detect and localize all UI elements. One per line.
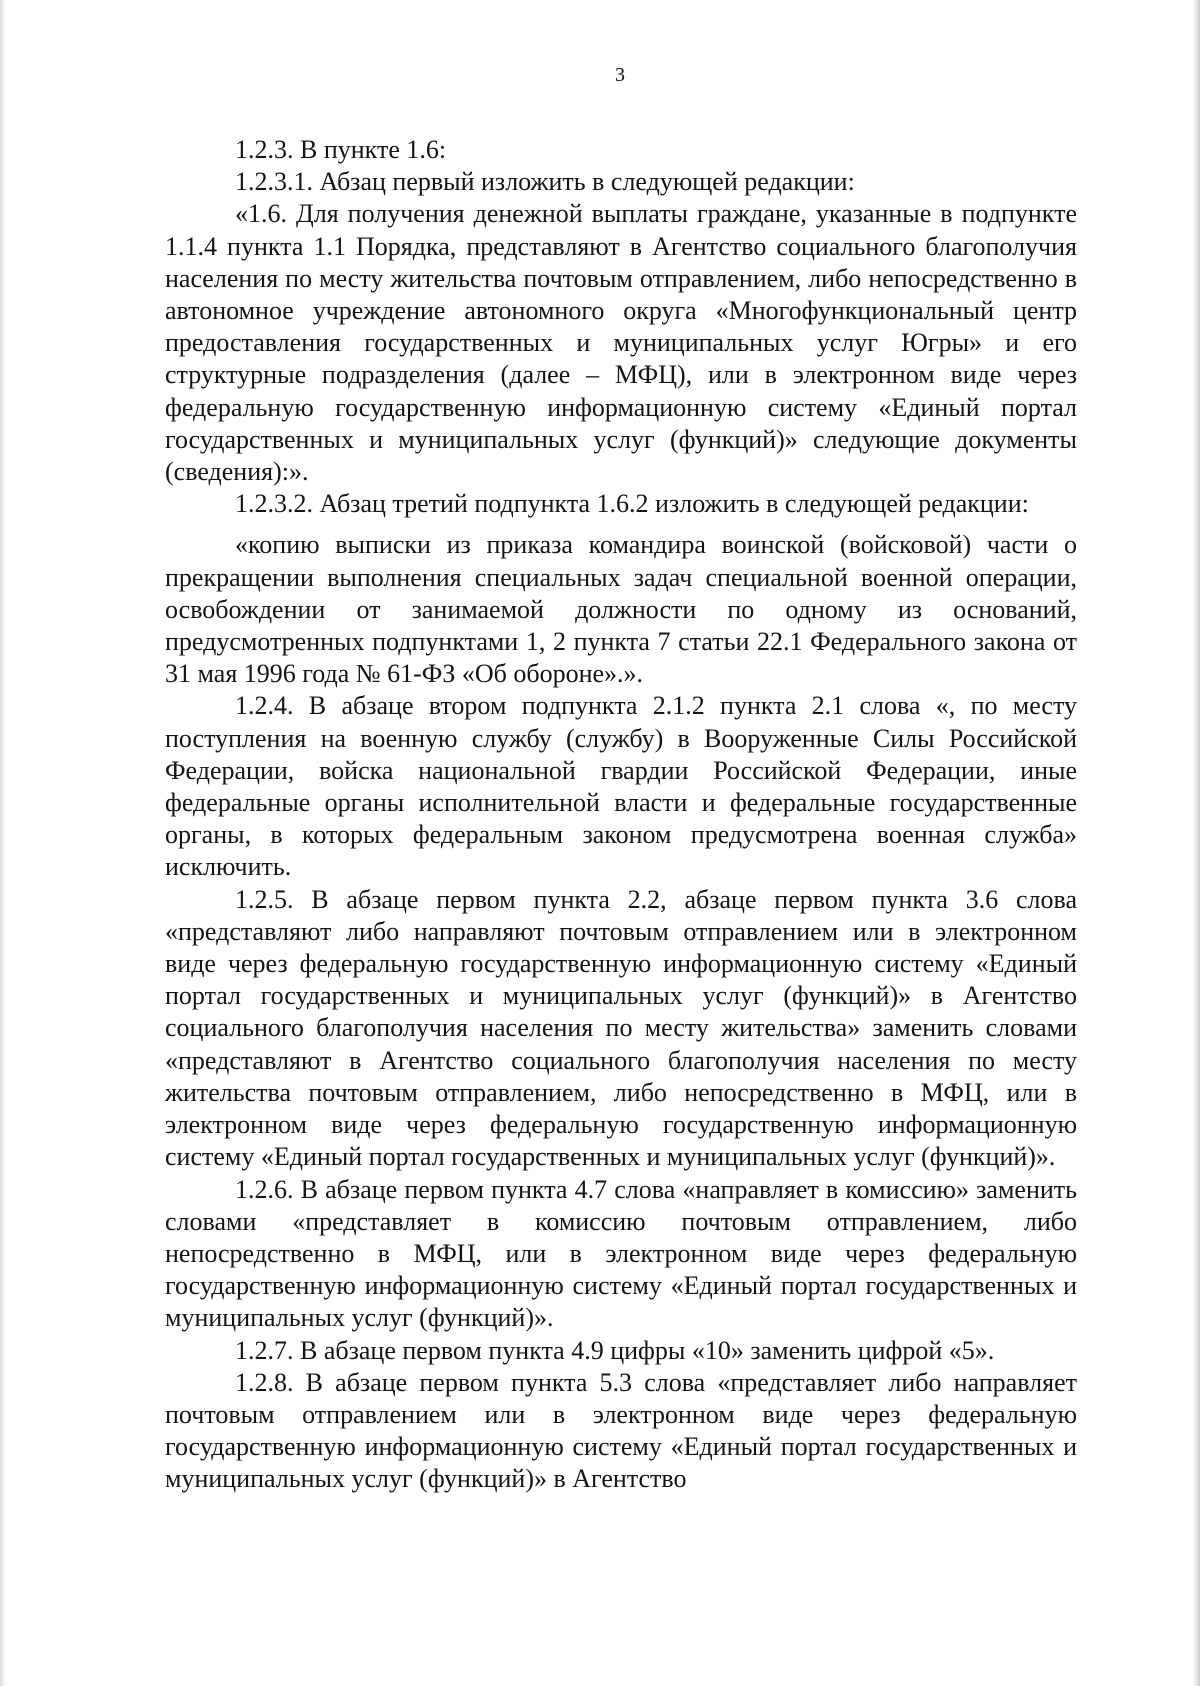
paragraph-1-2-8: 1.2.8. В абзаце первом пункта 5.3 слова «представляет либо направляет почтовым отправлением или в электронном виде через федеральную государственную информационную систему «Единый портал государственных и муниципальных услуг (функций)» в Агентство — [165, 1367, 1077, 1494]
scan-edge-right — [1192, 0, 1200, 1686]
paragraph-1-2-7: 1.2.7. В абзаце первом пункта 4.9 цифры «10» заменить цифрой «5». — [235, 1335, 995, 1365]
paragraph-1-2-4: 1.2.4. В абзаце втором подпункта 2.1.2 пункта 2.1 слова «, по месту поступления на военную службу (службу) в Вооруженные Силы Российской Федерации, войска национальной гвардии Российской Федерации, иные федеральные органы исполнительной власти и федеральные государственные органы, в которых федеральным законом предусмотрена военная служба» исключить. — [165, 691, 1077, 882]
paragraph-quote-1-6: «1.6. Для получения денежной выплаты граждане, указанные в подпункте 1.1.4 пункта 1.1 Порядка, представляют в Агентство социального благополучия населения по месту жительства почтовым отправлением, либо непосредственно в автономное учреждение автономного округа «Многофункциональный центр предоставления государственных и муниципальных услуг Югры» и его структурные подразделения (далее – МФЦ), или в электронном виде через федеральную государственную информационную систему «Единый портал государственных и муниципальных услуг (функций)» следующие документы (сведения):». — [165, 199, 1077, 487]
scan-edge-left — [0, 0, 6, 1686]
paragraph-1-2-3-1: 1.2.3.1. Абзац первый изложить в следующей редакции: — [235, 167, 855, 197]
paragraph-1-2-3: 1.2.3. В пункте 1.6: — [235, 135, 447, 164]
paragraph-1-2-6: 1.2.6. В абзаце первом пункта 4.7 слова «направляет в комиссию» заменить словами «представляет в комиссию почтовым отправлением, либо непосредственно в МФЦ, или в электронном виде через федеральную государственную информационную систему «Единый портал государственных и муниципальных услуг (функций)». — [165, 1174, 1077, 1333]
paragraph-1-2-3-2: 1.2.3.2. Абзац третий подпункта 1.6.2 изложить в следующей редакции: — [235, 489, 1029, 519]
paragraph-quote-copy-extract: «копию выписки из приказа командира воинской (войсковой) части о прекращении выполнения специальных задач специальной военной операции, освобождении от занимаемой должности по одному из оснований, предусмотренных подпунктами 1, 2 пункта 7 статьи 22.1 Федерального закона от 31 мая 1996 года № 61-ФЗ «Об обороне».». — [165, 530, 1077, 689]
paragraph-1-2-5: 1.2.5. В абзаце первом пункта 2.2, абзаце первом пункта 3.6 слова «представляют либо направляют почтовым отправлением или в электронном виде через федеральную государственную информационную систему «Единый портал государственных и муниципальных услуг (функций)» в Агентство социального благополучия населения по месту жительства» заменить словами «представляют в Агентство социального благополучия населения по месту жительства почтовым отправлением, либо непосредственно в МФЦ, или в электронном виде через федеральную государственную информационную систему «Единый портал государственных и муниципальных услуг (функций)». — [165, 884, 1077, 1172]
page-number: 3 — [615, 64, 625, 86]
document-body — [165, 134, 1077, 1496]
